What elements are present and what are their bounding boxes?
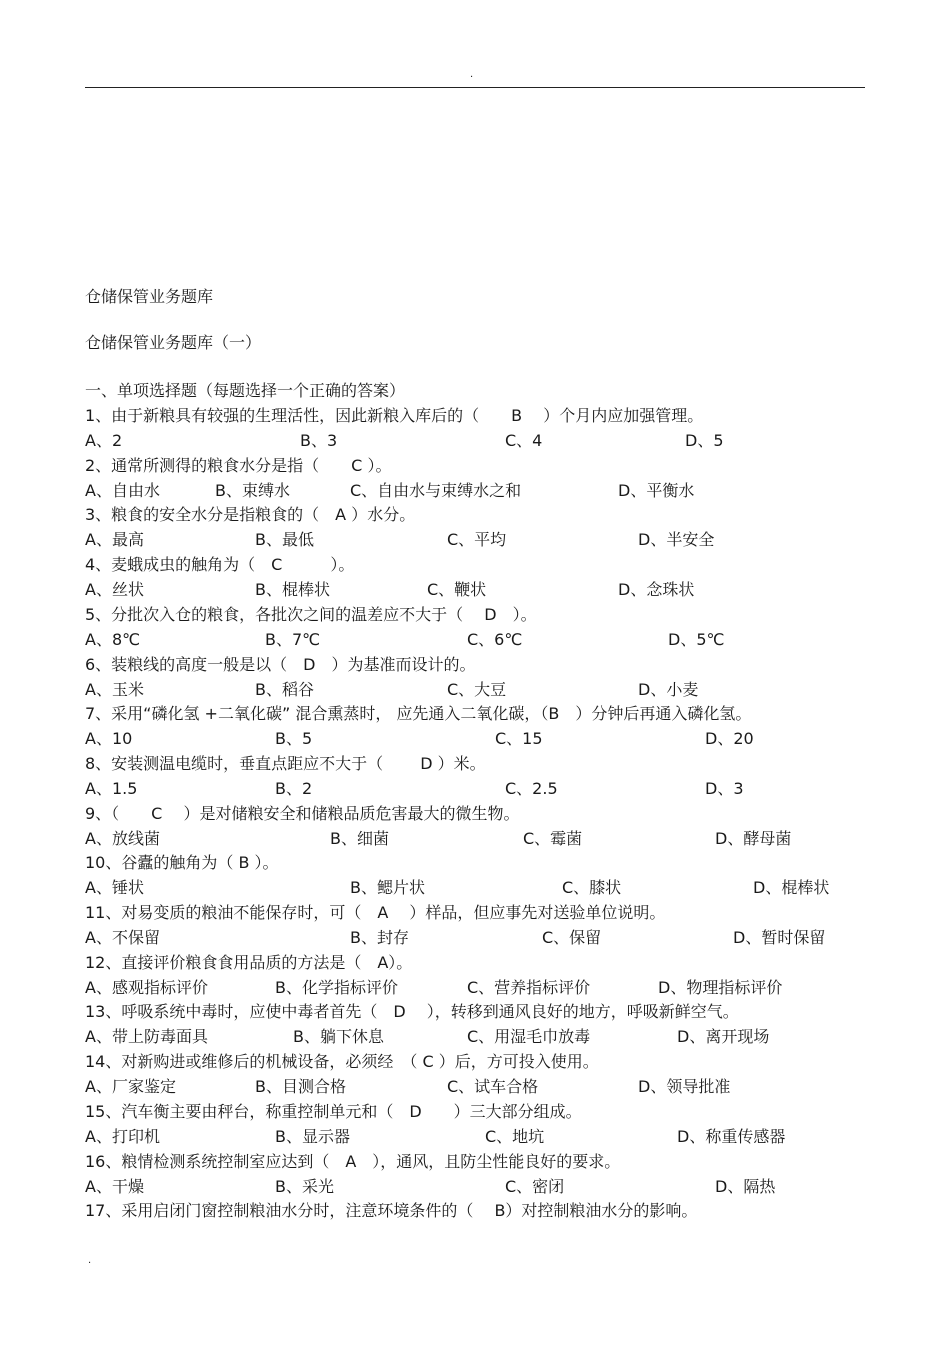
option-b: B、细菌 xyxy=(330,829,389,848)
option-b: B、5 xyxy=(275,729,313,748)
option-c: C、保留 xyxy=(542,928,602,947)
option-a: A、打印机 xyxy=(85,1127,160,1146)
option-d: D、棍棒状 xyxy=(753,878,830,897)
question-text: 9、（ C ）是对储粮安全和储粮品质危害最大的微生物。 xyxy=(85,804,520,823)
question-text: 5、分批次入仓的粮食，各批次之间的温差应不大于（ D ）。 xyxy=(85,605,537,624)
option-d: D、领导批准 xyxy=(638,1077,731,1096)
option-row xyxy=(85,829,865,849)
document-subtitle: 仓储保管业务题库（一） xyxy=(85,333,262,352)
option-row xyxy=(85,1077,865,1097)
option-b: B、最低 xyxy=(255,530,314,549)
option-a: A、10 xyxy=(85,729,133,748)
question-text: 7、采用“磷化氢 +二氧化碳” 混合熏蒸时， 应先通入二氧化碳，（B ）分钟后再通入磷化氢。 xyxy=(85,704,752,723)
option-c: C、大豆 xyxy=(447,680,507,699)
question-text: 12、直接评价粮食食用品质的方法是（ A）。 xyxy=(85,953,413,972)
option-a: A、8℃ xyxy=(85,630,141,649)
question-text: 6、装粮线的高度一般是以（ D ）为基准而设计的。 xyxy=(85,655,476,674)
option-c: C、4 xyxy=(505,431,543,450)
question-text: 17、采用启闭门窗控制粮油水分时，注意环境条件的（ B）对控制粮油水分的影响。 xyxy=(85,1201,698,1220)
question-text: 3、粮食的安全水分是指粮食的（ A ）水分。 xyxy=(85,505,416,524)
option-c: C、6℃ xyxy=(467,630,523,649)
option-b: B、稻谷 xyxy=(255,680,314,699)
option-c: C、膝状 xyxy=(562,878,622,897)
option-b: B、鳃片状 xyxy=(350,878,425,897)
option-b: B、7℃ xyxy=(265,630,321,649)
option-d: D、5 xyxy=(685,431,724,450)
option-c: C、自由水与束缚水之和 xyxy=(350,481,522,500)
option-d: D、隔热 xyxy=(715,1177,776,1196)
option-row xyxy=(85,530,865,550)
option-b: B、躺下休息 xyxy=(293,1027,384,1046)
header-rule xyxy=(85,87,865,88)
option-b: B、束缚水 xyxy=(215,481,290,500)
question-text: 2、通常所测得的粮食水分是指（ C ）。 xyxy=(85,456,392,475)
question-text: 8、安装测温电缆时，垂直点距应不大于（ D ）米。 xyxy=(85,754,486,773)
option-row xyxy=(85,978,865,998)
header-mark: . xyxy=(470,69,474,80)
option-b: B、采光 xyxy=(275,1177,334,1196)
option-row xyxy=(85,431,865,451)
option-a: A、自由水 xyxy=(85,481,160,500)
option-c: C、试车合格 xyxy=(447,1077,539,1096)
option-row xyxy=(85,779,865,799)
question-text: 15、汽车衡主要由秤台，称重控制单元和（ D ）三大部分组成。 xyxy=(85,1102,582,1121)
option-row xyxy=(85,1127,865,1147)
option-b: B、3 xyxy=(300,431,338,450)
option-a: A、2 xyxy=(85,431,123,450)
option-d: D、离开现场 xyxy=(677,1027,770,1046)
option-c: C、霉菌 xyxy=(523,829,583,848)
option-c: C、用湿毛巾放毒 xyxy=(467,1027,591,1046)
option-a: A、感观指标评价 xyxy=(85,978,208,997)
question-text: 16、粮情检测系统控制室应达到（ A ），通风，且防尘性能良好的要求。 xyxy=(85,1152,621,1171)
option-b: B、封存 xyxy=(350,928,409,947)
question-text: 4、麦蛾成虫的触角为（ C ）。 xyxy=(85,555,355,574)
section-heading: 一、单项选择题（每题选择一个正确的答案） xyxy=(85,381,406,400)
question-text: 11、对易变质的粮油不能保存时，可（ A ）样品，但应事先对送验单位说明。 xyxy=(85,903,666,922)
option-d: D、20 xyxy=(705,729,754,748)
option-row xyxy=(85,1027,865,1047)
option-a: A、放线菌 xyxy=(85,829,160,848)
option-d: D、暂时保留 xyxy=(733,928,826,947)
question-text: 13、呼吸系统中毒时，应使中毒者首先（ D ），转移到通风良好的地方，呼吸新鲜空气。 xyxy=(85,1002,739,1021)
option-d: D、平衡水 xyxy=(618,481,695,500)
option-c: C、15 xyxy=(495,729,543,748)
option-b: B、2 xyxy=(275,779,313,798)
option-row xyxy=(85,729,865,749)
option-row xyxy=(85,630,865,650)
option-c: C、营养指标评价 xyxy=(467,978,591,997)
option-d: D、半安全 xyxy=(638,530,715,549)
option-a: A、玉米 xyxy=(85,680,144,699)
footer-mark: . xyxy=(88,1255,92,1266)
option-c: C、平均 xyxy=(447,530,507,549)
option-b: B、目测合格 xyxy=(255,1077,346,1096)
question-text: 10、谷蠹的触角为（ B ）。 xyxy=(85,853,279,872)
option-d: D、物理指标评价 xyxy=(658,978,783,997)
option-a: A、带上防毒面具 xyxy=(85,1027,208,1046)
option-row xyxy=(85,580,865,600)
document-title: 仓储保管业务题库 xyxy=(85,287,214,306)
option-a: A、不保留 xyxy=(85,928,160,947)
option-a: A、最高 xyxy=(85,530,144,549)
option-row xyxy=(85,928,865,948)
option-a: A、干燥 xyxy=(85,1177,144,1196)
option-d: D、5℃ xyxy=(668,630,725,649)
option-c: C、地坑 xyxy=(485,1127,545,1146)
option-c: C、2.5 xyxy=(505,779,558,798)
option-a: A、厂家鉴定 xyxy=(85,1077,176,1096)
question-text: 14、对新购进或维修后的机械设备，必须经 （ C ）后，方可投入使用。 xyxy=(85,1052,599,1071)
option-c: C、鞭状 xyxy=(427,580,487,599)
option-row xyxy=(85,878,865,898)
option-d: D、酵母菌 xyxy=(715,829,792,848)
option-b: B、棍棒状 xyxy=(255,580,330,599)
option-row xyxy=(85,680,865,700)
option-d: D、念珠状 xyxy=(618,580,695,599)
option-row xyxy=(85,1177,865,1197)
option-a: A、丝状 xyxy=(85,580,144,599)
option-a: A、1.5 xyxy=(85,779,138,798)
option-a: A、锤状 xyxy=(85,878,144,897)
option-c: C、密闭 xyxy=(505,1177,565,1196)
option-d: D、小麦 xyxy=(638,680,699,699)
option-row xyxy=(85,481,865,501)
option-d: D、称重传感器 xyxy=(677,1127,786,1146)
option-b: B、显示器 xyxy=(275,1127,350,1146)
option-d: D、3 xyxy=(705,779,744,798)
question-text: 1、由于新粮具有较强的生理活性，因此新粮入库后的（ B ）个月内应加强管理。 xyxy=(85,406,704,425)
option-b: B、化学指标评价 xyxy=(275,978,398,997)
